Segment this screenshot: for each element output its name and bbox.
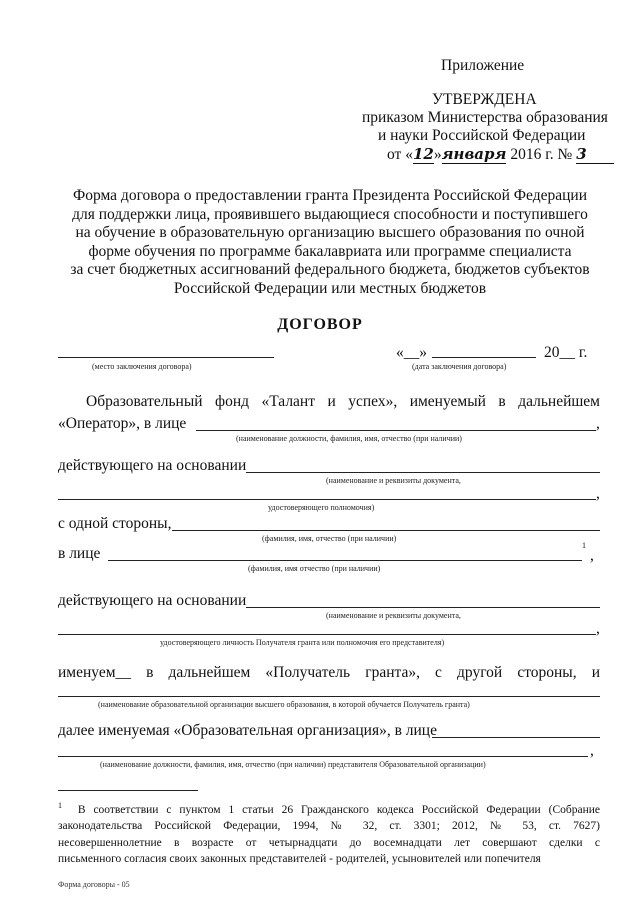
footnote-line: [58, 798, 600, 818]
caption-identity: удостоверяющего личность Получателя гранта или полномочия его представителя): [160, 638, 445, 647]
document-title: ДОГОВОР: [277, 316, 363, 333]
date-prefix: от «: [387, 146, 413, 163]
appendix-label: Приложение: [441, 57, 525, 74]
caption-recipient-name: (фамилия, имя, отчество (при наличии): [262, 534, 397, 543]
page-footer: Форма договоры - 05: [58, 880, 130, 889]
date-year: 2016 г. №: [510, 146, 573, 163]
comma: ,: [590, 547, 594, 564]
recipient-named-line: именуем__ в дальнейшем «Получатель гранта», с другой стороны, и: [58, 664, 600, 681]
comma: ,: [596, 415, 600, 432]
date-line[interactable]: [432, 357, 536, 358]
footnote-separator: [58, 790, 198, 791]
form-title-line: на обучение в образовательную организацию высшего образования по очной: [75, 224, 585, 241]
form-title-line: за счет бюджетных ассигнований федерального бюджета, бюджетов субъектов: [70, 261, 590, 278]
order-date-line: [387, 145, 614, 164]
order-number-handwritten: 3: [576, 145, 614, 164]
date-day-handwritten: 12: [412, 145, 434, 163]
place-caption: (место заключения договора): [92, 362, 192, 371]
recipient-representative-line[interactable]: [108, 560, 582, 561]
footnote-line: законодательства Российской Федерации, 1994, № 32, ст. 3301; 2012, № 53, ст. 7627): [58, 820, 600, 833]
caption-authority: удостоверяющего полномочия): [268, 503, 375, 512]
organization-representative-line[interactable]: [432, 737, 600, 738]
form-title: [30, 187, 630, 298]
operator-basis-line[interactable]: [246, 472, 600, 473]
footnote-reference: 1: [582, 541, 586, 550]
caption-document: (наименование и реквизиты документа,: [326, 476, 461, 485]
operator-representative-line[interactable]: [196, 430, 596, 431]
recipient-basis-line[interactable]: [246, 607, 600, 608]
caption-representative-name: (фамилия, имя отчество (при наличии): [248, 564, 381, 573]
date-caption: (дата заключения договора): [412, 362, 507, 371]
organization-name-line[interactable]: [58, 696, 600, 697]
form-title-line: форме обучения по программе бакалавриата или программе специалиста: [88, 242, 572, 260]
place-line[interactable]: [58, 357, 274, 358]
comma: ,: [590, 742, 594, 759]
caption-document-2: (наименование и реквизиты документа,: [326, 611, 461, 620]
operator-in-person: «Оператор», в лице: [58, 415, 187, 432]
one-side-label: с одной стороны,: [58, 515, 172, 532]
caption-organization: (наименование образовательной организации высшего образования, в которой обучается Получатель гранта): [98, 700, 470, 709]
footnote-line: несовершеннолетние в возрасте от четырнадцати до восемнадцати лет совершают сделки с: [58, 836, 600, 849]
order-line-1: приказом Министерства образования: [362, 109, 608, 126]
date-month-handwritten: января: [441, 145, 507, 163]
acting-basis-label-2: действующего на основании: [58, 592, 247, 609]
approved-label: УТВЕРЖДЕНА: [432, 91, 537, 108]
caption-representative: (наименование должности, фамилия, имя, отчество (при наличии): [236, 434, 462, 443]
footnote: [58, 798, 600, 868]
date-year-blank: 20__ г.: [544, 344, 588, 361]
form-title-line: для поддержки лица, проявившего выдающиеся способности и поступившего: [72, 205, 588, 223]
in-person-label: в лице: [58, 545, 101, 562]
form-title-line: Российской Федерации или местных бюджетов: [173, 279, 487, 297]
form-title-line: Форма договора о предоставлении гранта Президента Российской Федерации: [72, 187, 588, 204]
acting-basis-label: действующего на основании: [58, 457, 247, 474]
comma: ,: [596, 620, 600, 637]
comma: ,: [596, 485, 600, 502]
date-day-blank: «__»: [396, 344, 427, 361]
date-mid: »: [433, 146, 442, 163]
operator-paragraph: Образовательный фонд «Талант и успех», именуемый в дальнейшем: [86, 393, 600, 410]
footnote-line-text: В соответствии с пунктом 1 статьи 26 Гражданского кодекса Российской Федерации (Собрание: [77, 803, 600, 816]
caption-organization-representative: (наименование должности, фамилия, имя, отчество (при наличии) представителя Образовательной организации): [100, 760, 486, 769]
organization-representative-line-2[interactable]: [58, 756, 588, 757]
organization-named-label: далее именуемая «Образовательная организация», в лице: [58, 722, 437, 739]
operator-basis-line-2[interactable]: [58, 499, 596, 500]
recipient-basis-line-2[interactable]: [58, 634, 596, 635]
order-line-2: и науки Российской Федерации: [378, 127, 586, 144]
recipient-name-line[interactable]: [172, 530, 600, 531]
footnote-mark: 1: [58, 801, 62, 810]
footnote-line: письменного согласия своих законных представителей - родителей, усыновителей или попечителя: [58, 853, 541, 866]
